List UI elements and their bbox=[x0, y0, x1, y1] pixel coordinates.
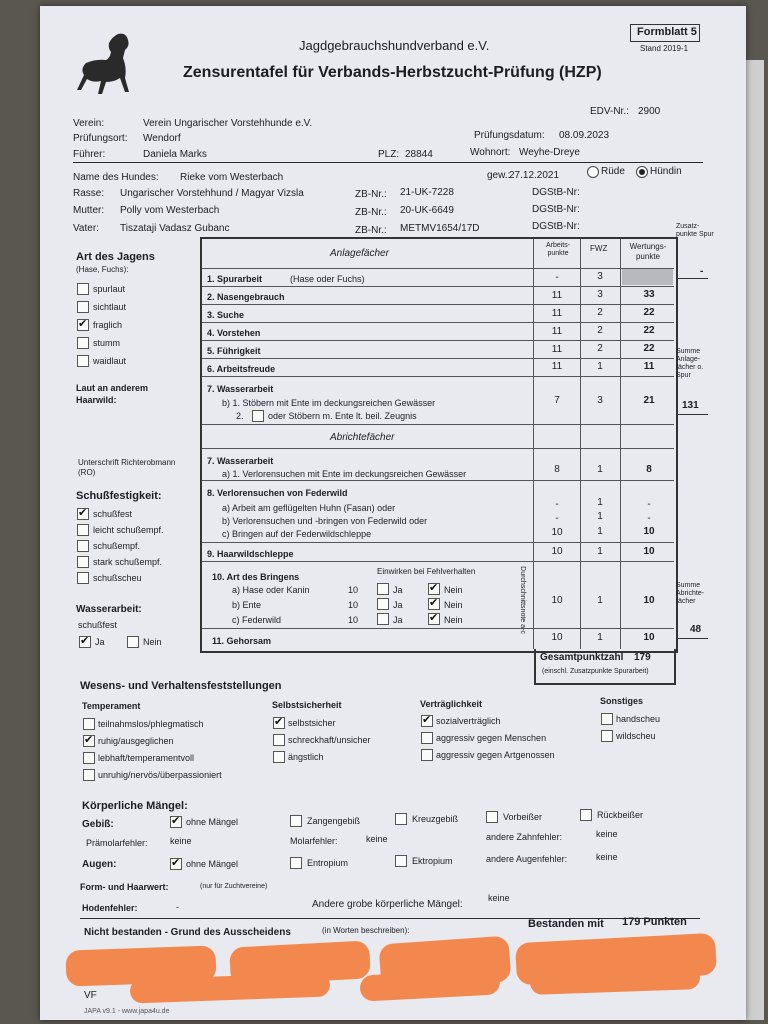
gew-label: gew.: bbox=[487, 170, 511, 181]
ruede-label: Rüde bbox=[601, 166, 625, 177]
row-sub: oder Stöbern m. Ente lt. beil. Zeugnis bbox=[268, 411, 417, 421]
r10-ap: 10 bbox=[551, 595, 563, 606]
row-label: 5. Führigkeit bbox=[207, 346, 261, 356]
schussempf-checkbox[interactable] bbox=[77, 540, 89, 552]
augen-ohne-checkbox[interactable] bbox=[170, 858, 182, 870]
unruhig-checkbox[interactable] bbox=[83, 769, 95, 781]
r7-wp: 21 bbox=[643, 395, 655, 406]
zb2-label: ZB-Nr.: bbox=[355, 207, 387, 218]
selbstsicher-checkbox[interactable] bbox=[273, 717, 285, 729]
r8b-wp: - bbox=[647, 513, 651, 524]
hase-nein-checkbox[interactable] bbox=[428, 583, 440, 595]
handscheu-label: handscheu bbox=[616, 714, 661, 724]
wildscheu-label: wildscheu bbox=[616, 731, 656, 741]
zb2-value: 20-UK-6649 bbox=[400, 205, 454, 216]
r8a-fwz: 1 bbox=[597, 497, 603, 508]
dgstb2-label: DGStB-Nr: bbox=[532, 204, 580, 215]
molar-label: Molarfehler: bbox=[290, 836, 338, 846]
abrichte-header: Abrichtefächer bbox=[330, 432, 395, 443]
ruede-radio[interactable] bbox=[587, 166, 599, 178]
r4-wp: 22 bbox=[643, 325, 655, 336]
durchschnitt-label: Durchschnittsnote a-c bbox=[518, 566, 526, 634]
rasse-value: Ungarischer Vorstehhund / Magyar Vizsla bbox=[120, 188, 304, 199]
nein-label: Nein bbox=[444, 600, 463, 610]
row-sub-num: 2. bbox=[236, 411, 244, 421]
r8a-wp: - bbox=[647, 499, 651, 510]
dgstb3-label: DGStB-Nr: bbox=[532, 221, 580, 232]
phlegmatisch-checkbox[interactable] bbox=[83, 718, 95, 730]
hase-ja-checkbox[interactable] bbox=[377, 583, 389, 595]
rueckbeisser-label: Rückbeißer bbox=[597, 810, 644, 820]
stoebern-zeugnis-checkbox[interactable] bbox=[252, 410, 264, 422]
row-label: 2. Nasengebrauch bbox=[207, 292, 285, 302]
underline bbox=[678, 414, 708, 415]
stark-schussempf-checkbox[interactable] bbox=[77, 556, 89, 568]
gebiss-ohne-label: ohne Mängel bbox=[186, 817, 239, 827]
bestanden-label: Bestanden mit bbox=[528, 918, 604, 930]
bringen-ente-value: 10 bbox=[348, 600, 359, 610]
stark-schussempf-label: stark schußempf. bbox=[93, 557, 163, 567]
zahn-label: andere Zahnfehler: bbox=[486, 832, 563, 842]
gesamt-label: Gesamtpunktzahl bbox=[540, 652, 624, 663]
row-line bbox=[202, 448, 674, 449]
row-label: 3. Suche bbox=[207, 310, 245, 320]
selbstsicher-label: selbstsicher bbox=[288, 718, 336, 728]
bringen-hase-label: a) Hase oder Kanin bbox=[232, 585, 310, 595]
r6-fwz: 1 bbox=[597, 361, 603, 372]
r3-ap: 11 bbox=[551, 308, 563, 319]
zangen-checkbox[interactable] bbox=[290, 815, 302, 827]
schreckhaft-checkbox[interactable] bbox=[273, 734, 285, 746]
r1-shaded-cell bbox=[622, 269, 673, 285]
row-label: 6. Arbeitsfreude bbox=[207, 364, 276, 374]
wp-header: Wertungs-punkte bbox=[629, 242, 667, 261]
vf-label: VF bbox=[84, 990, 97, 1001]
gebiss-ohne-checkbox[interactable] bbox=[170, 816, 182, 828]
r7a-wp: 8 bbox=[646, 464, 652, 475]
augenfehler-value: keine bbox=[596, 852, 618, 862]
bringen-feder-value: 10 bbox=[348, 615, 359, 625]
r11-wp: 10 bbox=[643, 632, 655, 643]
row-label: 9. Haarwildschleppe bbox=[207, 549, 294, 559]
bringen-ente-label: b) Ente bbox=[232, 600, 262, 610]
form-stand: Stand 2019-1 bbox=[640, 44, 689, 53]
waidlaut-checkbox[interactable] bbox=[77, 355, 89, 367]
row-label: 7. Wasserarbeit bbox=[207, 456, 274, 466]
schussempf-label: schußempf. bbox=[93, 541, 141, 551]
leicht-schussempf-label: leicht schußempf. bbox=[93, 525, 164, 535]
row-line bbox=[202, 286, 674, 287]
verein-label: Verein: bbox=[73, 118, 105, 129]
wildscheu-checkbox[interactable] bbox=[601, 730, 613, 742]
sichtlaut-checkbox[interactable] bbox=[77, 301, 89, 313]
dog-logo-icon bbox=[72, 28, 142, 98]
richter-label: Unterschrift Richterobmann (RO) bbox=[78, 458, 176, 477]
row-sub: c) Bringen auf der Federwildschleppe bbox=[222, 529, 372, 539]
gesamt-sub: (einschl. Zusatzpunkte Spurarbeit) bbox=[542, 668, 649, 675]
huendin-label: Hündin bbox=[650, 166, 682, 177]
sonst-title: Sonstiges bbox=[600, 696, 644, 706]
praemolar-value: keine bbox=[170, 836, 192, 846]
zb3-value: METMV1654/17D bbox=[400, 223, 480, 234]
unruhig-label: unruhig/nervös/überpassioniert bbox=[98, 770, 222, 780]
datum-value: 08.09.2023 bbox=[559, 130, 610, 141]
vorbeisser-checkbox[interactable] bbox=[486, 811, 498, 823]
wasser-nein-checkbox[interactable] bbox=[127, 636, 139, 648]
nicht-bestanden-label: Nicht bestanden - Grund des Ausscheidens bbox=[84, 927, 291, 938]
ort-value: Wendorf bbox=[143, 133, 181, 144]
hoden-value: - bbox=[176, 902, 179, 912]
kreuz-label: Kreuzgebiß bbox=[412, 814, 459, 824]
row-sub: a) Arbeit am geflügelten Huhn (Fasan) oder bbox=[222, 503, 396, 513]
r9-wp: 10 bbox=[643, 546, 655, 557]
summe-abrichte-value: 48 bbox=[690, 624, 702, 635]
wesen-title: Wesens- und Verhaltensfeststellungen bbox=[80, 680, 282, 692]
mutter-label: Mutter: bbox=[73, 205, 105, 216]
software-footer: JAPA v9.1 - www.japa4u.de bbox=[84, 1008, 170, 1015]
r7a-ap: 8 bbox=[554, 464, 560, 475]
form-number: Formblatt 5 bbox=[637, 26, 697, 38]
grob-value: keine bbox=[488, 893, 510, 903]
sichtlaut-label: sichtlaut bbox=[93, 302, 127, 312]
ektropium-label: Ektropium bbox=[412, 856, 453, 866]
handscheu-checkbox[interactable] bbox=[601, 713, 613, 725]
huendin-radio[interactable] bbox=[636, 166, 648, 178]
r1-ap: - bbox=[555, 272, 559, 283]
aengstlich-checkbox[interactable] bbox=[273, 751, 285, 763]
row-line bbox=[202, 480, 674, 481]
row-line bbox=[202, 424, 674, 425]
feder-nein-checkbox[interactable] bbox=[428, 613, 440, 625]
page-title: Zensurentafel für Verbands-Herbstzucht-Prüfung (HZP) bbox=[183, 64, 602, 81]
row-line bbox=[202, 322, 674, 323]
phlegmatisch-label: teilnahmslos/phlegmatisch bbox=[98, 719, 204, 729]
bringen-feder-label: c) Federwild bbox=[232, 615, 282, 625]
r3-fwz: 2 bbox=[597, 307, 603, 318]
vert-title: Verträglichkeit bbox=[420, 699, 483, 709]
laut-label: Laut an anderem Haarwild: bbox=[76, 383, 149, 405]
grob-label: Andere grobe körperliche Mängel: bbox=[312, 899, 463, 910]
wohnort-label: Wohnort: bbox=[470, 147, 511, 158]
augen-ohne-label: ohne Mängel bbox=[186, 859, 239, 869]
r9-fwz: 1 bbox=[597, 546, 603, 557]
wohnort-value: Weyhe-Dreye bbox=[519, 147, 580, 158]
ente-ja-checkbox[interactable] bbox=[377, 598, 389, 610]
r8b-ap: - bbox=[555, 513, 559, 524]
r11-fwz: 1 bbox=[597, 632, 603, 643]
schuss-title: Schußfestigkeit: bbox=[76, 490, 162, 502]
aggr-menschen-label: aggressiv gegen Menschen bbox=[436, 733, 547, 743]
dgstb1-label: DGStB-Nr: bbox=[532, 187, 580, 198]
zusatz-value: - bbox=[700, 266, 704, 277]
ort-label: Prüfungsort: bbox=[73, 133, 128, 144]
col-divider bbox=[533, 239, 534, 649]
leicht-schussempf-checkbox[interactable] bbox=[77, 524, 89, 536]
schussfest-checkbox[interactable] bbox=[77, 508, 89, 520]
zb1-value: 21-UK-7228 bbox=[400, 187, 454, 198]
ja-label: Ja bbox=[393, 600, 403, 610]
jagen-sub: (Hase, Fuchs): bbox=[76, 265, 129, 274]
row-sub: a) 1. Verlorensuchen mit Ente im deckungsreichen Gewässer bbox=[222, 469, 467, 479]
entropium-label: Entropium bbox=[307, 858, 349, 868]
gesamt-value: 179 bbox=[634, 652, 651, 663]
schussscheu-label: schußscheu bbox=[93, 573, 142, 583]
ektropium-checkbox[interactable] bbox=[395, 855, 407, 867]
kreuz-checkbox[interactable] bbox=[395, 813, 407, 825]
jagen-title: Art des Jagens bbox=[76, 251, 155, 263]
spurlaut-label: spurlaut bbox=[93, 284, 126, 294]
paper-edge bbox=[746, 60, 764, 1020]
r10-fwz: 1 bbox=[597, 595, 603, 606]
praemolar-label: Prämolarfehler: bbox=[86, 838, 148, 848]
r8c-ap: 10 bbox=[551, 527, 563, 538]
zb1-label: ZB-Nr.: bbox=[355, 189, 387, 200]
plz-value: 28844 bbox=[405, 149, 433, 160]
row-sub: b) 1. Stöbern mit Ente im deckungsreichen Gewässer bbox=[222, 398, 436, 408]
divider bbox=[73, 162, 703, 163]
rueckbeisser-checkbox[interactable] bbox=[580, 809, 592, 821]
sozial-checkbox[interactable] bbox=[421, 715, 433, 727]
spurlaut-checkbox[interactable] bbox=[77, 283, 89, 295]
r11-ap: 10 bbox=[551, 632, 563, 643]
wasser-ja-label: Ja bbox=[95, 637, 105, 647]
sozial-label: sozialverträglich bbox=[436, 716, 501, 726]
schussfest-label: schußfest bbox=[93, 509, 133, 519]
gew-value: 27.12.2021 bbox=[509, 170, 560, 181]
row-label: 4. Vorstehen bbox=[207, 328, 261, 338]
plz-label: PLZ: bbox=[378, 149, 400, 160]
fuehrer-label: Führer: bbox=[73, 149, 106, 160]
wasser-ja-checkbox[interactable] bbox=[79, 636, 91, 648]
r8a-ap: - bbox=[555, 499, 559, 510]
nein-label: Nein bbox=[444, 585, 463, 595]
ap-header: Arbeits-punkte bbox=[545, 242, 571, 257]
aggr-menschen-checkbox[interactable] bbox=[421, 732, 433, 744]
row-line bbox=[202, 376, 674, 377]
einwirken-label: Einwirken bei Fehlverhalten bbox=[377, 567, 476, 576]
row-line bbox=[202, 268, 674, 269]
r9-ap: 10 bbox=[551, 546, 563, 557]
row-line bbox=[202, 304, 674, 305]
r7a-fwz: 1 bbox=[597, 464, 603, 475]
r7-ap: 7 bbox=[554, 395, 560, 406]
aengstlich-label: ängstlich bbox=[288, 752, 324, 762]
form-sheet bbox=[40, 6, 746, 1020]
r7-fwz: 3 bbox=[597, 395, 603, 406]
row-line bbox=[202, 542, 674, 543]
lebhaft-label: lebhaft/temperamentvoll bbox=[98, 753, 195, 763]
col-divider bbox=[580, 239, 581, 649]
form-label: Form- und Haarwert: bbox=[80, 882, 169, 892]
redaction-mark bbox=[530, 965, 701, 995]
ente-nein-checkbox[interactable] bbox=[428, 598, 440, 610]
entropium-checkbox[interactable] bbox=[290, 857, 302, 869]
r4-ap: 11 bbox=[551, 326, 563, 337]
row-label: 1. Spurarbeit bbox=[207, 274, 263, 284]
wasser-nein-label: Nein bbox=[143, 637, 162, 647]
zahn-value: keine bbox=[596, 829, 618, 839]
mutter-value: Polly vom Westerbach bbox=[120, 205, 220, 216]
wasser-title: Wasserarbeit: bbox=[76, 604, 142, 615]
r2-fwz: 3 bbox=[597, 289, 603, 300]
aggr-artgenossen-checkbox[interactable] bbox=[421, 749, 433, 761]
vater-label: Vater: bbox=[73, 223, 99, 234]
divider bbox=[80, 918, 700, 919]
r5-ap: 11 bbox=[551, 344, 563, 355]
row-label: 10. Art des Bringens bbox=[212, 572, 300, 582]
schreckhaft-label: schreckhaft/unsicher bbox=[288, 735, 371, 745]
vater-value: Tiszataji Vadasz Gubanc bbox=[120, 223, 230, 234]
fraglich-checkbox[interactable] bbox=[77, 319, 89, 331]
verein-value: Verein Ungarischer Vorstehhunde e.V. bbox=[143, 118, 313, 129]
r6-wp: 11 bbox=[643, 361, 655, 372]
summe-anlage-label: Summe Anlage-fächer o. Spur bbox=[676, 348, 704, 379]
nicht-bestanden-sub: (in Worten beschreiben): bbox=[322, 926, 410, 935]
r2-ap: 11 bbox=[551, 290, 563, 301]
wasser-sub: schußfest bbox=[78, 620, 118, 630]
r2-wp: 33 bbox=[643, 289, 655, 300]
org-name: Jagdgebrauchshundverband e.V. bbox=[299, 38, 490, 53]
row-label: 11. Gehorsam bbox=[212, 636, 272, 646]
fuehrer-value: Daniela Marks bbox=[143, 149, 207, 160]
lebhaft-checkbox[interactable] bbox=[83, 752, 95, 764]
zangen-label: Zangengebiß bbox=[307, 816, 361, 826]
r6-ap: 11 bbox=[551, 361, 563, 372]
ja-label: Ja bbox=[393, 615, 403, 625]
underline bbox=[678, 278, 708, 279]
nein-label: Nein bbox=[444, 615, 463, 625]
zusatz-label: Zusatz-punkte Spur bbox=[676, 223, 714, 238]
row-sub: b) Verlorensuchen und -bringen von Federwild oder bbox=[222, 516, 428, 526]
stumm-checkbox[interactable] bbox=[77, 337, 89, 349]
molar-value: keine bbox=[366, 834, 388, 844]
r1-fwz: 3 bbox=[597, 271, 603, 282]
hoden-label: Hodenfehler: bbox=[82, 903, 138, 913]
underline bbox=[678, 638, 708, 639]
gebiss-label: Gebiß: bbox=[82, 819, 114, 830]
bringen-hase-value: 10 bbox=[348, 585, 359, 595]
vorbeisser-label: Vorbeißer bbox=[503, 812, 543, 822]
edv-label: EDV-Nr.: bbox=[590, 106, 629, 117]
dog-name-label: Name des Hundes: bbox=[73, 172, 159, 183]
r8c-wp: 10 bbox=[643, 526, 655, 537]
bestanden-value: 179 Punkten bbox=[622, 916, 687, 928]
row-note: (Hase oder Fuchs) bbox=[290, 274, 365, 284]
datum-label: Prüfungsdatum: bbox=[474, 130, 545, 141]
r8c-fwz: 1 bbox=[597, 526, 603, 537]
form-sub: (nur für Zuchtvereine) bbox=[200, 883, 268, 890]
r5-wp: 22 bbox=[643, 343, 655, 354]
col-divider bbox=[620, 239, 621, 649]
row-line bbox=[202, 358, 674, 359]
stumm-label: stumm bbox=[93, 338, 120, 348]
augenfehler-label: andere Augenfehler: bbox=[486, 854, 568, 864]
row-line bbox=[202, 340, 674, 341]
ja-label: Ja bbox=[393, 585, 403, 595]
selbst-title: Selbstsicherheit bbox=[272, 700, 342, 710]
aggr-artgenossen-label: aggressiv gegen Artgenossen bbox=[436, 750, 555, 760]
dog-name-value: Rieke vom Westerbach bbox=[180, 172, 284, 183]
schussscheu-checkbox[interactable] bbox=[77, 572, 89, 584]
koerper-title: Körperliche Mängel: bbox=[82, 800, 188, 812]
r5-fwz: 2 bbox=[597, 343, 603, 354]
r4-fwz: 2 bbox=[597, 325, 603, 336]
row-line bbox=[202, 561, 674, 562]
r3-wp: 22 bbox=[643, 307, 655, 318]
zb3-label: ZB-Nr.: bbox=[355, 225, 387, 236]
fraglich-label: fraglich bbox=[93, 320, 123, 330]
row-label: 7. Wasserarbeit bbox=[207, 384, 274, 394]
augen-label: Augen: bbox=[82, 859, 117, 870]
ruhig-label: ruhig/ausgeglichen bbox=[98, 736, 174, 746]
fwz-header: FWZ bbox=[590, 244, 608, 253]
edv-value: 2900 bbox=[638, 106, 661, 117]
ruhig-checkbox[interactable] bbox=[83, 735, 95, 747]
r8b-fwz: 1 bbox=[597, 511, 603, 522]
waidlaut-label: waidlaut bbox=[93, 356, 127, 366]
temperament-title: Temperament bbox=[82, 701, 141, 711]
row-line bbox=[202, 628, 674, 629]
rasse-label: Rasse: bbox=[73, 188, 105, 199]
summe-anlage-value: 131 bbox=[682, 400, 699, 411]
row-label: 8. Verlorensuchen von Federwild bbox=[207, 488, 348, 498]
anlage-header: Anlagefächer bbox=[330, 248, 389, 259]
r10-wp: 10 bbox=[643, 595, 655, 606]
feder-ja-checkbox[interactable] bbox=[377, 613, 389, 625]
summe-abrichte-label: Summe Abrichte-fächer bbox=[676, 582, 705, 605]
